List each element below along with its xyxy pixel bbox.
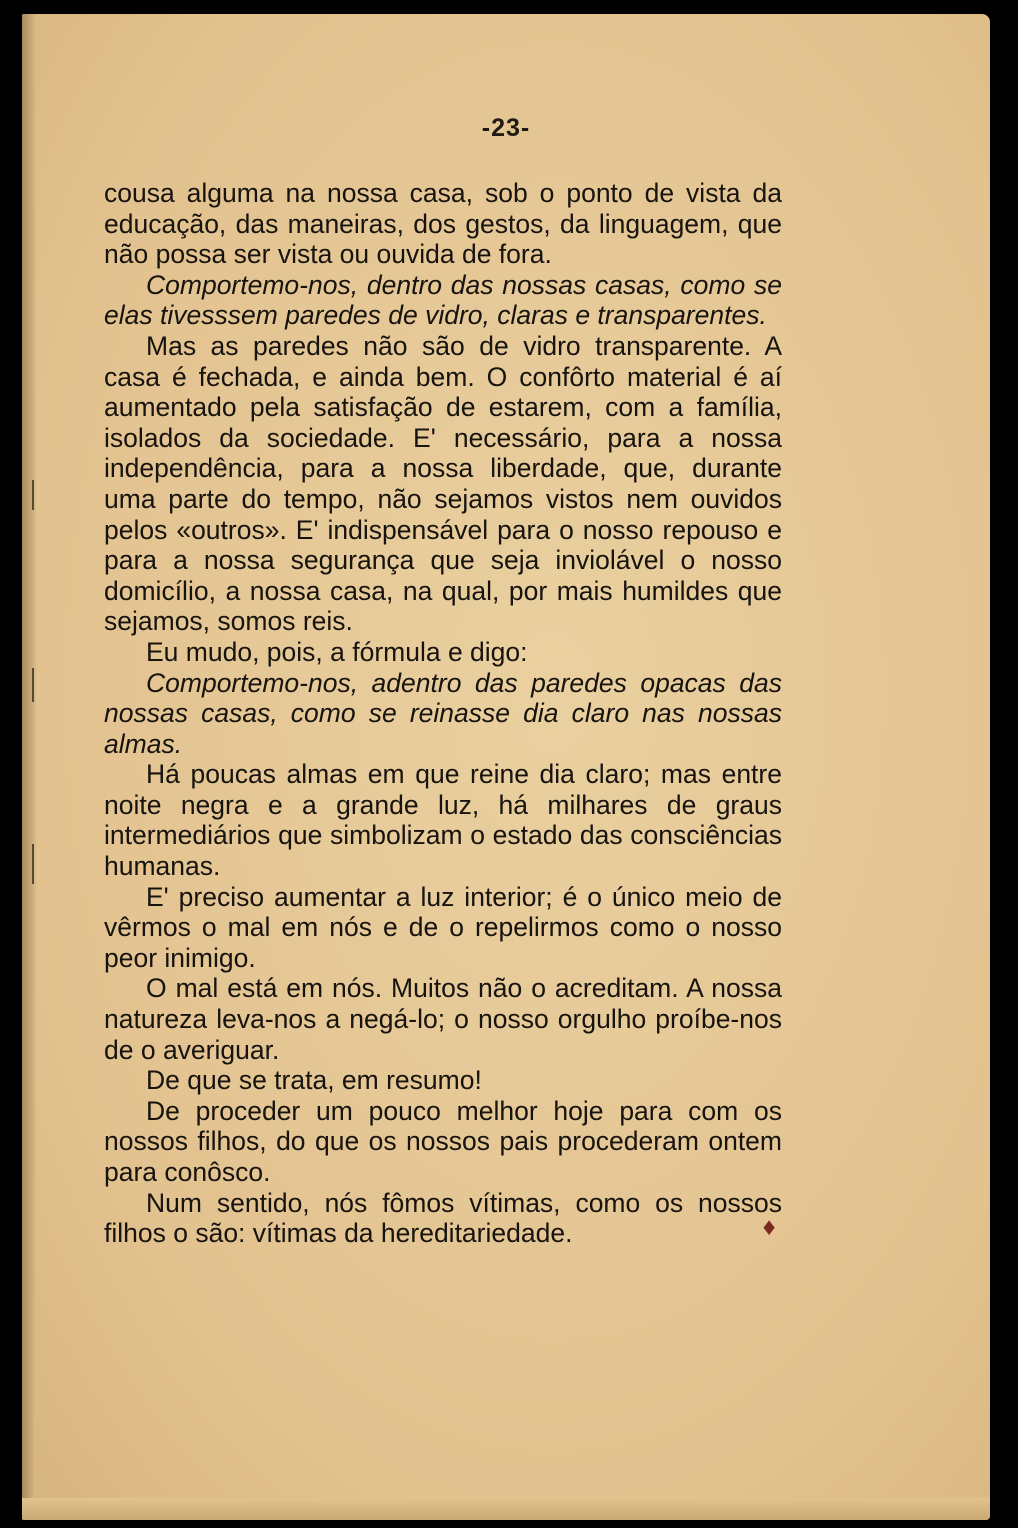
paragraph: O mal está em nós. Muitos não o acreditam. A nossa natureza leva-nos a negá-lo; o nosso orgulho proíbe-nos de o averiguar.	[104, 973, 782, 1065]
page-gutter	[22, 14, 36, 1520]
paragraph: Há poucas almas em que reine dia claro; mas entre noite negra e a grande luz, há milhares de graus intermediários que simbolizam o estado das consciências humanas.	[104, 759, 782, 882]
paragraph: Num sentido, nós fômos vítimas, como os nossos filhos o são: vítimas da hereditariedade.	[104, 1187, 782, 1249]
paragraph-italic: Comportemo-nos, adentro das paredes opacas das nossas casas, como se reinasse dia claro nas nossas almas.	[104, 667, 782, 759]
paragraph: E' preciso aumentar a luz interior; é o único meio de vêrmos o mal em nós e de o repelirmos como o nosso peor inimigo.	[104, 881, 782, 973]
paragraph: Eu mudo, pois, a fórmula e digo:	[146, 636, 528, 667]
margin-tick	[32, 844, 34, 884]
ink-dot-mark: ♦	[760, 1216, 778, 1240]
paragraph: Mas as paredes não são de vidro transparente. A casa é fechada, e ainda bem. O confôrto material é aí aumentado pela satisfação de estarem, com a família, isolados da sociedade. E' necessário, para a nossa independência, para a nossa liberdade, que, durante uma parte do tempo, não sejamos vistos nem ouvidos pelos «outros». E' indispensável para o nosso repouso e para a nossa segurança que seja inviolável o nosso domicílio, a nossa casa, na qual, por mais humildes que sejamos, somos reis.	[104, 330, 782, 637]
paragraph: cousa alguma na nossa casa, sob o ponto de vista da educação, das maneiras, dos gestos, da linguagem, que não possa ser vista ou ouvida de fora.	[104, 178, 782, 270]
paragraph: De que se trata, em resumo!	[146, 1065, 482, 1096]
margin-tick	[32, 480, 34, 510]
book-page	[22, 14, 990, 1520]
paragraph-italic: Comportemo-nos, dentro das nossas casas, como se elas tivesssem paredes de vidro, claras e transparentes.	[104, 269, 782, 331]
paragraph: De proceder um pouco melhor hoje para com os nossos filhos, do que os nossos pais procederam ontem para conôsco.	[104, 1095, 782, 1187]
margin-tick	[32, 668, 34, 702]
page-number: -23-	[481, 114, 531, 142]
page-bottom-edge	[22, 1498, 990, 1520]
body-text	[104, 178, 782, 1249]
